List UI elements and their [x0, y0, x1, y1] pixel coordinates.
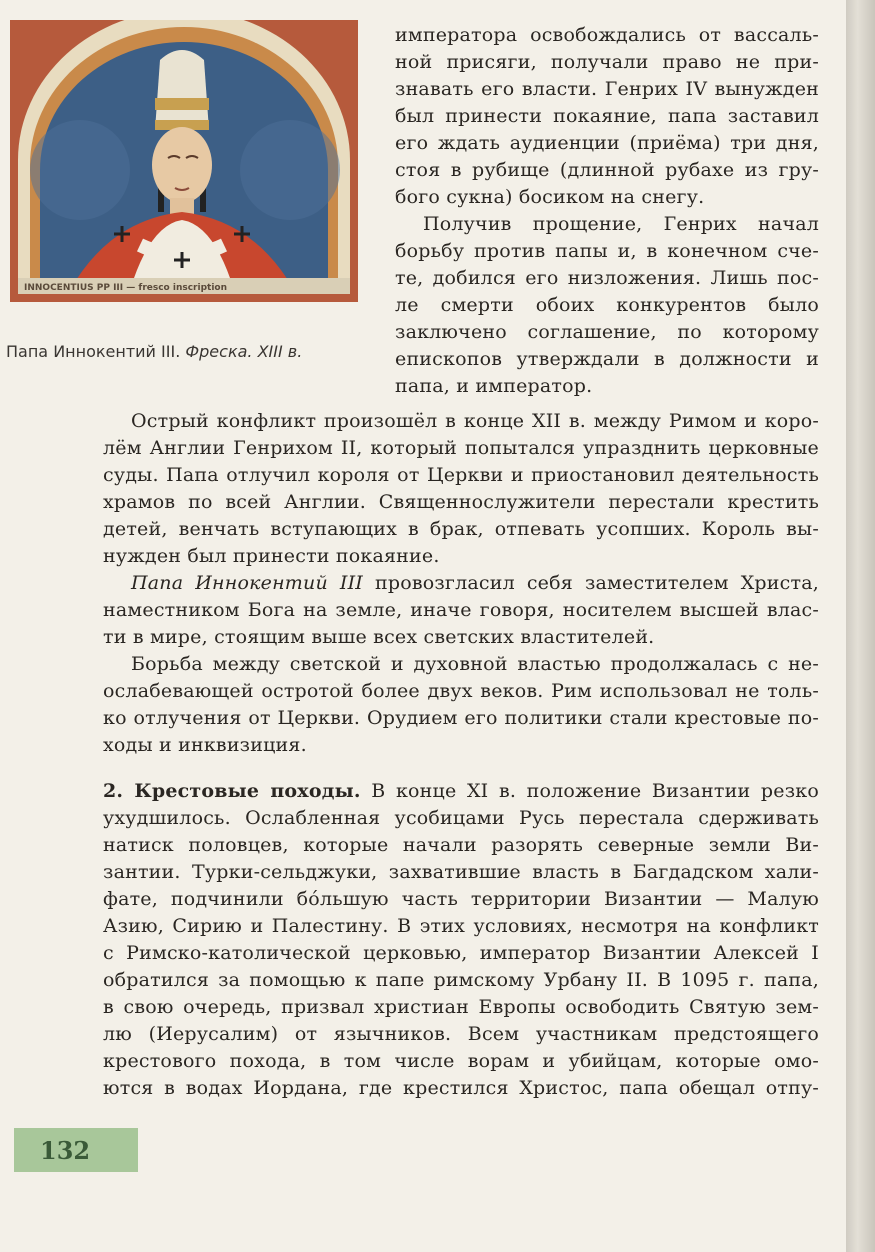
text-line: его ждать аудиенции (приёма) три дня,	[395, 132, 819, 154]
text-line: епископов утверждали в должности и	[395, 348, 819, 370]
text-line: натиск половцев, которые начали разорять северные земли Ви-	[103, 834, 819, 856]
text-line: стоя в рубище (длинной рубахе из гру-	[395, 159, 819, 181]
caption-italic: Фреска. XIII в.	[185, 342, 303, 361]
text-line: Папа Иннокентий III провозгласил себя заместителем Христа,	[131, 572, 819, 594]
text-line: заключено соглашение, по которому	[395, 321, 819, 343]
text-line: храмов по всей Англии. Священнослужители перестали крестить	[103, 491, 819, 513]
fresco-inscription: INNOCENTIUS PP III — fresco inscription	[24, 283, 227, 293]
text-line: детей, венчать вступающих в брак, отпевать усопших. Король вы-	[103, 518, 819, 540]
text-line: ходы и инквизиция.	[103, 734, 307, 756]
italic-lead: Папа Иннокентий III	[131, 572, 363, 594]
text-line: Борьба между светской и духовной властью продолжалась с не-	[131, 653, 819, 675]
text-line: суды. Папа отлучил короля от Церкви и приостановил деятельность	[103, 464, 819, 486]
text-line: наместником Бога на земле, иначе говоря, носителем высшей влас-	[103, 599, 819, 621]
text-line: императора освобождались от вассаль-	[395, 24, 819, 46]
text-line: с Римско-католической церковью, император Византии Алексей I	[103, 942, 819, 964]
text-line: крестового похода, в том числе ворам и убийцам, которые омо-	[103, 1050, 819, 1072]
text-line: лём Англии Генрихом II, который попытался упразднить церковные	[103, 437, 819, 459]
text-line: фате, подчинили бо́льшую часть территории Византии — Малую	[103, 888, 819, 910]
text-line: лю (Иерусалим) от язычников. Всем участникам предстоящего	[103, 1023, 819, 1045]
page-number: 132	[40, 1136, 91, 1165]
section-crusades	[103, 778, 819, 1102]
page-edge-shadow	[846, 0, 875, 1252]
text-line: борьбу против папы и, в конечном сче-	[395, 240, 819, 262]
figure-caption	[6, 342, 302, 361]
text-line: знавать его власти. Генрих IV вынужден	[395, 78, 819, 100]
text-line: ухудшилось. Ослабленная усобицами Русь перестала сдерживать	[103, 807, 819, 829]
text-line: ти в мире, стоящим выше всех светских властителей.	[103, 626, 655, 648]
fresco-image-pope-innocent	[10, 20, 358, 302]
text-line: ной присяги, получали право не при-	[395, 51, 819, 73]
text-line: нужден был принести покаяние.	[103, 545, 440, 567]
text-line: ослабевающей остротой более двух веков. Рим использовал не толь-	[103, 680, 819, 702]
fresco-illustration	[10, 20, 358, 302]
text-line: 2. Крестовые походы. В конце XI в. положение Византии резко	[103, 780, 819, 802]
section-heading: 2. Крестовые походы.	[103, 780, 361, 802]
text-line: Азию, Сирию и Палестину. В этих условиях, несмотря на конфликт	[103, 915, 819, 937]
text-line: ле смерти обоих конкурентов было	[395, 294, 819, 316]
body-text	[103, 408, 819, 759]
page-number-badge	[14, 1128, 138, 1172]
text-line: Острый конфликт произошёл в конце XII в. между Римом и коро-	[131, 410, 819, 432]
text-line: в свою очередь, призвал христиан Европы освободить Святую зем-	[103, 996, 819, 1018]
text-line: Получив прощение, Генрих начал	[423, 213, 819, 235]
text-line: те, добился его низложения. Лишь пос-	[395, 267, 819, 289]
text-line: обратился за помощью к папе римскому Урбану II. В 1095 г. папа,	[103, 969, 819, 991]
caption-text: Папа Иннокентий III.	[6, 342, 181, 361]
text-line: был принести покаяние, папа заставил	[395, 105, 819, 127]
text-line: папа, и император.	[395, 375, 593, 397]
column-text	[395, 22, 819, 400]
text-line: бого сукна) босиком на снегу.	[395, 186, 705, 208]
text-line: ко отлучения от Церкви. Орудием его политики стали крестовые по-	[103, 707, 819, 729]
text-line: зантии. Турки-сельджуки, захватившие власть в Багдадском хали-	[103, 861, 819, 883]
text-line: ются в водах Иордана, где крестился Христос, папа обещал отпу-	[103, 1077, 819, 1099]
